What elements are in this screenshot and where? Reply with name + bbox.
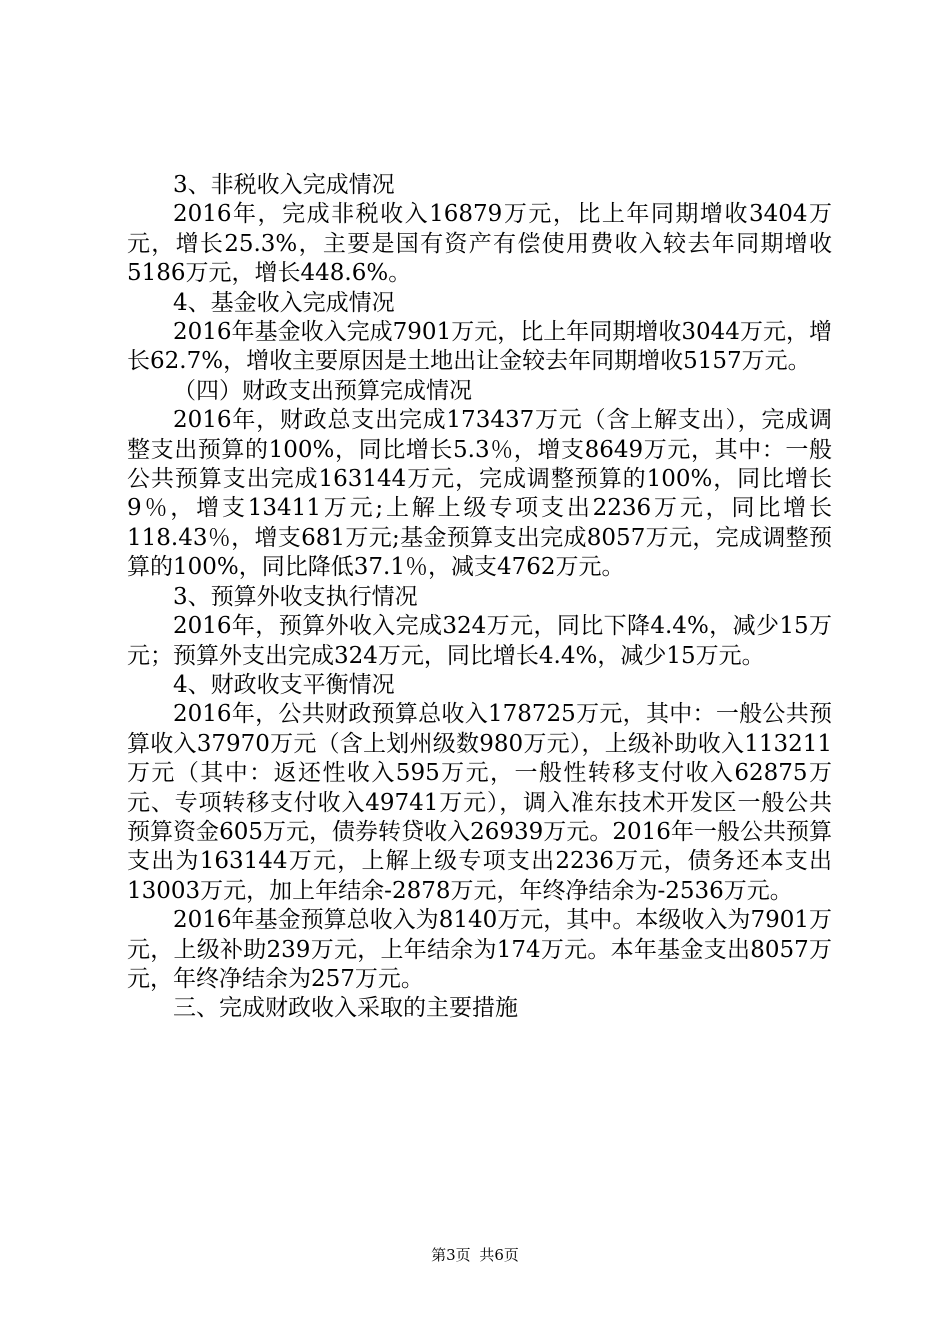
- page-total: 共6页: [479, 1246, 519, 1264]
- section-heading-non-tax-revenue: 3、非税收入完成情况: [173, 172, 395, 198]
- paragraph-fund-budget-balance: 2016年基金预算总收入为8140万元，其中。本级收入为7901万元，上级补助239万元，上年结余为174万元。本年基金支出8057万元，年终净结余为257万元。: [127, 907, 832, 992]
- paragraph-fund-revenue: 2016年基金收入完成7901万元，比上年同期增收3044万元，增长62.7%，增收主要原因是土地出让金较去年同期增收5157万元。: [127, 319, 832, 375]
- paragraph-expenditure: 2016年，财政总支出完成173437万元（含上解支出），完成调整支出预算的100%，同比增长5.3％，增支8649万元，其中：一般公共预算支出完成163144万元，完成调整预算的100%，同比增长9％，增支13411万元;上解上级专项支出2236万元，同比增长118.43％，增支681万元;基金预算支出完成8057万元，完成调整预算的100%，同比降低37.1％，减支4762万元。: [127, 407, 832, 581]
- paragraph-extra-budget: 2016年，预算外收入完成324万元，同比下降4.4%，减少15万元；预算外支出完成324万元，同比增长4.4%，减少15万元。: [127, 613, 832, 669]
- page-footer: [0, 1244, 950, 1265]
- paragraph-non-tax-revenue: 2016年，完成非税收入16879万元，比上年同期增收3404万元，增长25.3%，主要是国有资产有偿使用费收入较去年同期增收5186万元，增长448.6%。: [127, 201, 832, 287]
- paragraph-public-budget-balance: 2016年，公共财政预算总收入178725万元，其中：一般公共预算收入37970万元（含上划州级数980万元），上级补助收入113211万元（其中：返还性收入595万元，一般性转移支付收入62875万元、专项转移支付收入49741万元），调入准东技术开发区一般公共预算资金605万元，债券转贷收入26939万元。2016年一般公共预算支出为163144万元，上解上级专项支出2236万元，债务还本支出13003万元，加上年结余-2878万元，年终净结余为-2536万元。: [127, 701, 832, 904]
- section-heading-balance: 4、财政收支平衡情况: [173, 671, 395, 698]
- section-heading-expenditure: （四）财政支出预算完成情况: [173, 377, 472, 404]
- section-heading-extra-budget: 3、预算外收支执行情况: [173, 583, 418, 610]
- document-body: [127, 171, 832, 1024]
- section-heading-fund-revenue: 4、基金收入完成情况: [173, 289, 395, 316]
- page-number: 第3页: [431, 1246, 471, 1264]
- section-heading-measures: 三、完成财政收入采取的主要措施: [173, 995, 518, 1022]
